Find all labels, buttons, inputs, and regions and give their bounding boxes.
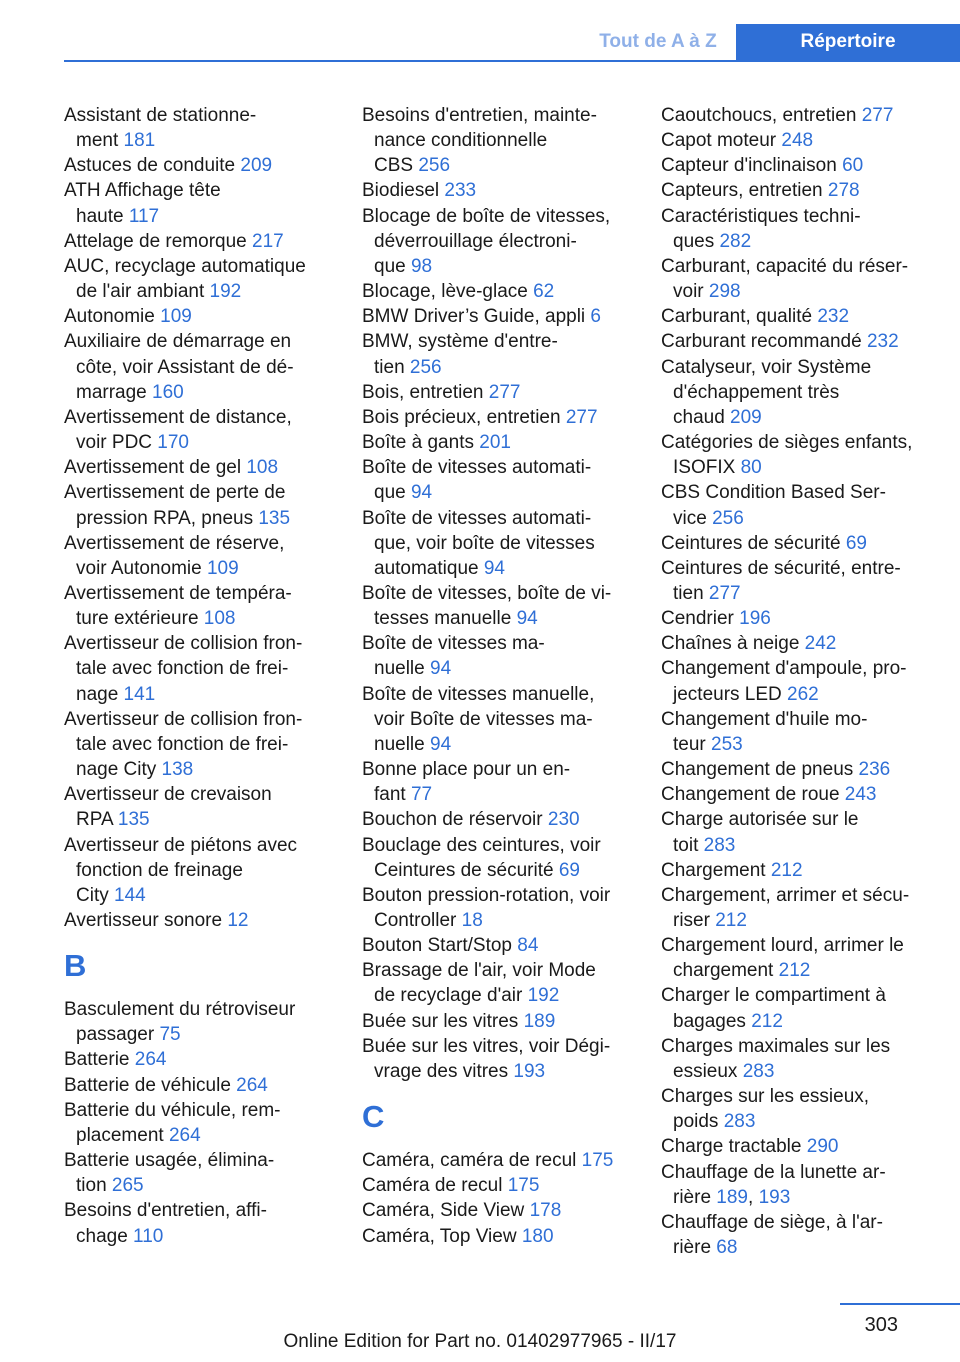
- index-entry: [661, 933, 941, 983]
- index-entry-text: Blocage de boîte de vitesses, déverrouillage électroni- que: [362, 205, 611, 277]
- index-entry-text: Changement d'ampoule, pro- jecteurs LED: [661, 658, 907, 705]
- index-entry-text: Carburant, qualité: [661, 306, 818, 328]
- index-entry-text: Capteur d'inclinaison: [661, 155, 843, 177]
- index-entry: [661, 128, 941, 153]
- index-entry: [661, 304, 941, 329]
- footer-rule: [840, 1303, 960, 1305]
- page-reference-link[interactable]: 110: [133, 1225, 164, 1247]
- page-reference-link[interactable]: 192: [527, 985, 560, 1007]
- index-entry-text: Chargement lourd, arrimer le chargement: [661, 935, 904, 982]
- index-entry: [661, 480, 941, 530]
- index-entry: [362, 1224, 634, 1249]
- page-reference-link[interactable]: 232: [866, 331, 899, 353]
- tab-tout-de-a-a-z[interactable]: Tout de A à Z: [599, 31, 717, 52]
- index-entry: [661, 883, 941, 933]
- page-reference-link[interactable]: 175: [507, 1175, 540, 1197]
- index-entry-text: Batterie du véhicule, rem- placement: [64, 1099, 281, 1146]
- page-reference-link[interactable]: 138: [161, 759, 194, 781]
- index-entry: [64, 103, 334, 153]
- page-reference-link[interactable]: 108: [246, 457, 279, 479]
- index-entry: [362, 1148, 634, 1173]
- index-entry-text: Charge tractable: [661, 1136, 807, 1158]
- page-reference-link[interactable]: 256: [409, 356, 442, 378]
- index-entry: [64, 153, 334, 178]
- index-entry: [64, 405, 334, 455]
- index-entry-text: ATH Affichage tête haute: [64, 180, 221, 227]
- index-column-2: [362, 103, 634, 1249]
- index-column-1: [64, 103, 334, 1249]
- index-entry-text: Avertissement de distance, voir PDC: [64, 406, 292, 454]
- index-entry-text: Chauffage de la lunette ar- rière: [661, 1161, 886, 1208]
- index-entry-text: Bouclage des ceintures, voir Ceintures de sécurité: [362, 834, 601, 881]
- index-entry-text: Catégories de sièges enfants, ISOFIX: [661, 432, 913, 479]
- index-entry-text: AUC, recyclage automatique de l'air ambiant: [64, 255, 306, 303]
- index-entry-text: Blocage, lève-glace: [362, 281, 534, 303]
- page-reference-link[interactable]: 180: [521, 1225, 554, 1247]
- page-reference-link[interactable]: 62: [533, 281, 555, 303]
- page-reference-link[interactable]: 160: [152, 381, 184, 403]
- index-entry: [661, 153, 941, 178]
- index-entry-text: Autonomie: [64, 306, 161, 328]
- index-entry: [362, 1009, 634, 1034]
- page-reference-link[interactable]: 265: [111, 1175, 144, 1197]
- index-entry: [661, 204, 941, 254]
- index-entry-text: Avertisseur de collision fron- tale avec fonction de frei- nage: [64, 633, 303, 705]
- index-entry-text: Besoins d'entretien, mainte- nance conditionnelle CBS: [362, 105, 597, 177]
- page-reference-link[interactable]: 256: [418, 155, 451, 177]
- index-entry-text: Boîte de vitesses manuelle, voir Boîte de vitesses ma- nuelle: [362, 683, 595, 755]
- index-entry: [64, 1047, 334, 1072]
- index-entry-text: CBS Condition Based Ser- vice: [661, 482, 886, 529]
- index-entry: [362, 455, 634, 505]
- page-reference-link[interactable]: 94: [516, 608, 538, 630]
- index-entry: [362, 279, 634, 304]
- index-entry-text: Caoutchoucs, entretien: [661, 105, 862, 126]
- page-reference-link[interactable]: 141: [123, 683, 156, 705]
- index-entry-text: Auxiliaire de démarrage en côte, voir Assistant de dé- marrage: [64, 331, 294, 403]
- page-reference-link[interactable]: 230: [547, 809, 580, 831]
- page-reference-link[interactable]: 98: [410, 255, 433, 277]
- page-reference-link[interactable]: 60: [842, 155, 864, 177]
- index-entry-text: Avertissement de réserve, voir Autonomie: [64, 532, 285, 579]
- index-entry-text: Attelage de remorque: [64, 230, 253, 252]
- page-reference-link[interactable]: 178: [529, 1200, 562, 1222]
- section-letter: C: [362, 1099, 385, 1135]
- index-entry: [661, 355, 941, 430]
- page-reference-link[interactable]: 298: [708, 281, 741, 303]
- index-entry-text: Ceintures de sécurité: [661, 532, 846, 554]
- index-entry: [362, 304, 634, 329]
- page-reference-link[interactable]: 6: [590, 306, 601, 328]
- index-entry-text: Bouton Start/Stop: [362, 935, 518, 957]
- index-entry: [362, 1034, 634, 1084]
- page-reference-link[interactable]: 277: [565, 406, 598, 428]
- page-reference-link[interactable]: 264: [134, 1049, 167, 1071]
- index-column-3: [661, 103, 941, 1260]
- index-entry: [64, 707, 334, 782]
- index-entry-text: Bouton pression-rotation, voir Controller: [362, 884, 611, 931]
- index-entry-text: Chaînes à neige: [661, 633, 805, 655]
- index-entry-text: Basculement du rétroviseur passager: [64, 999, 296, 1046]
- index-entry: [64, 1198, 334, 1248]
- index-entry: [362, 1198, 634, 1223]
- index-entry-text: Avertisseur sonore: [64, 910, 228, 931]
- index-entry: [362, 430, 634, 455]
- index-entry-text: Batterie de véhicule: [64, 1074, 237, 1096]
- index-entry-text: Boîte de vitesses automati- que, voir boîte de vitesses automatique: [362, 507, 595, 579]
- page-reference-link[interactable]: 243: [844, 784, 877, 806]
- page-number: 303: [864, 1314, 898, 1336]
- index-entry-text: Batterie: [64, 1049, 135, 1071]
- index-entry: [362, 204, 634, 279]
- index-entry: [661, 606, 941, 631]
- page-reference-link[interactable]: 69: [845, 532, 867, 554]
- page-reference-link[interactable]: 84: [517, 935, 539, 957]
- index-entry: [64, 997, 334, 1047]
- page-reference-link[interactable]: 212: [770, 859, 803, 881]
- page-reference-link[interactable]: 248: [781, 130, 814, 152]
- page-reference-link[interactable]: 181: [123, 130, 156, 152]
- index-entry: [64, 455, 334, 480]
- index-entry-text: Ceintures de sécurité, entre- tien: [661, 557, 901, 604]
- page-reference-link[interactable]: 209: [730, 406, 762, 428]
- page-reference-link[interactable]: 212: [751, 1010, 783, 1032]
- edition-footer: Online Edition for Part no. 01402977965 - II/17: [283, 1331, 677, 1352]
- index-entry-text: Biodiesel: [362, 180, 445, 202]
- index-entry: [362, 933, 634, 958]
- tab-repertoire[interactable]: Répertoire: [736, 24, 960, 62]
- page-reference-link[interactable]: 232: [817, 306, 850, 328]
- index-entry-text: BMW, système d'entre- tien: [362, 331, 558, 378]
- page-reference-link[interactable]: 283: [742, 1060, 775, 1082]
- page-reference-link[interactable]: 233: [444, 180, 477, 202]
- page-reference-link[interactable]: 290: [806, 1136, 839, 1158]
- index-entry: [362, 380, 634, 405]
- page-reference-link[interactable]: 18: [461, 910, 483, 931]
- index-entry-text: Caméra, caméra de recul: [362, 1150, 582, 1172]
- index-entry-text: Bouchon de réservoir: [362, 809, 548, 831]
- page-reference-link[interactable]: 196: [739, 608, 771, 630]
- page-reference-link[interactable]: 278: [827, 180, 860, 202]
- index-entry: [661, 178, 941, 203]
- index-entry-text: Buée sur les vitres: [362, 1010, 524, 1032]
- index-entry-text: Changement d'huile mo- teur: [661, 708, 868, 755]
- index-entry: [661, 556, 941, 606]
- page-reference-link[interactable]: 209: [240, 155, 273, 177]
- page-reference-link[interactable]: 189: [716, 1186, 748, 1208]
- index-entry: [64, 1073, 334, 1098]
- index-entry: [661, 782, 941, 807]
- page-reference-link[interactable]: 283: [703, 834, 736, 856]
- index-entry-text: Batterie usagée, élimina- tion: [64, 1150, 275, 1197]
- index-entry-text: Avertisseur de collision fron- tale avec fonction de frei- nage City: [64, 708, 303, 781]
- page-reference-link[interactable]: 108: [203, 608, 236, 630]
- index-entry: [362, 631, 634, 681]
- index-entry: [661, 807, 941, 857]
- index-entry: [362, 682, 634, 757]
- index-entry-text: Charges maximales sur les essieux: [661, 1035, 891, 1082]
- page-separator: ,: [748, 1186, 759, 1208]
- index-entry: [661, 656, 941, 706]
- index-entry: [362, 506, 634, 581]
- index-entry: [661, 103, 941, 128]
- index-entry: [661, 983, 941, 1033]
- page-reference-link[interactable]: 236: [858, 759, 891, 781]
- index-entry: [362, 581, 634, 631]
- index-entry: [64, 1148, 334, 1198]
- index-entry: [362, 329, 634, 379]
- index-entry: [64, 833, 334, 908]
- page-reference-link[interactable]: 175: [581, 1150, 614, 1172]
- page-reference-link[interactable]: 68: [716, 1237, 738, 1259]
- index-entry-text: Bois, entretien: [362, 381, 489, 403]
- header-rule: [64, 60, 960, 62]
- index-entry-text: Assistant de stationne- ment: [64, 105, 257, 152]
- page-reference-link[interactable]: 282: [719, 230, 752, 252]
- section-letter: B: [64, 948, 87, 984]
- page-reference-link[interactable]: 94: [430, 733, 452, 755]
- index-entry-text: Changement de roue: [661, 784, 845, 806]
- page-reference-link[interactable]: 94: [430, 658, 452, 680]
- index-entry-text: Chauffage de siège, à l'ar- rière: [661, 1211, 883, 1259]
- index-entry: [362, 1173, 634, 1198]
- index-entry: [64, 631, 334, 706]
- index-entry: [661, 1084, 941, 1134]
- page-reference-link[interactable]: 253: [711, 733, 743, 755]
- page-reference-link[interactable]: 212: [715, 910, 747, 931]
- index-entry-text: Boîte de vitesses automati- que: [362, 457, 592, 504]
- index-entry-text: Capteurs, entretien: [661, 180, 828, 202]
- index-entry: [661, 1160, 941, 1210]
- page-reference-link[interactable]: 117: [128, 205, 160, 227]
- page-reference-link[interactable]: 193: [513, 1060, 546, 1082]
- page-reference-link[interactable]: 109: [160, 306, 192, 328]
- index-entry-text: Carburant recommandé: [661, 331, 867, 353]
- index-entry: [661, 1210, 941, 1260]
- index-entry: [362, 178, 634, 203]
- page-reference-link[interactable]: 277: [861, 105, 894, 126]
- index-entry: [64, 581, 334, 631]
- index-entry-text: Catalyseur, voir Système d'échappement très chaud: [661, 356, 872, 428]
- index-entry-text: Bonne place pour un en- fant: [362, 759, 571, 806]
- index-entry-text: Charger le compartiment à bagages: [661, 985, 886, 1032]
- page-reference-link[interactable]: 201: [479, 432, 511, 454]
- page-reference-link[interactable]: 12: [227, 910, 249, 931]
- page-reference-link[interactable]: 189: [523, 1010, 556, 1032]
- index-entry-text: Buée sur les vitres, voir Dégi- vrage des vitres: [362, 1035, 611, 1082]
- index-entry-text: Caméra de recul: [362, 1175, 508, 1197]
- index-entry: [64, 480, 334, 530]
- index-entry: [661, 707, 941, 757]
- index-entry: [362, 757, 634, 807]
- index-entry-text: Charge autorisée sur le toit: [661, 809, 859, 856]
- page-reference-link[interactable]: 69: [558, 859, 580, 881]
- page-reference-link[interactable]: 75: [159, 1024, 181, 1046]
- page-reference-link[interactable]: 264: [236, 1074, 268, 1096]
- page-reference-link[interactable]: 80: [740, 457, 762, 479]
- index-entry-text: Avertissement de tempéra- ture extérieure: [64, 582, 292, 630]
- index-entry: [64, 304, 334, 329]
- index-entry-text: Chargement, arrimer et sécu- riser: [661, 884, 910, 931]
- page-reference-link[interactable]: 283: [723, 1111, 756, 1133]
- index-entry: [64, 1098, 334, 1148]
- index-entry: [64, 254, 334, 304]
- index-entry: [661, 430, 941, 480]
- index-entry: [661, 329, 941, 354]
- page-reference-link[interactable]: 242: [804, 633, 837, 655]
- index-entry-text: Carburant, capacité du réser- voir: [661, 255, 909, 303]
- index-entry: [362, 405, 634, 430]
- index-entry-text: Boîte à gants: [362, 432, 480, 454]
- page-reference-link[interactable]: 94: [410, 482, 433, 504]
- index-entry-text: Brassage de l'air, voir Mode de recyclage d'air: [362, 960, 596, 1007]
- index-entry-text: Besoins d'entretien, affi- chage: [64, 1200, 267, 1247]
- page-reference-link[interactable]: 264: [168, 1124, 201, 1146]
- page-reference-link[interactable]: 170: [157, 432, 189, 454]
- index-entry: [661, 1034, 941, 1084]
- page-reference-link[interactable]: 109: [206, 557, 239, 579]
- index-entry: [362, 833, 634, 883]
- index-entry-text: Caractéristiques techni- ques: [661, 205, 861, 252]
- page-reference-link[interactable]: 256: [712, 507, 744, 529]
- index-entry-text: Caméra, Top View: [362, 1225, 522, 1247]
- index-entry: [661, 254, 941, 304]
- index-entry: [362, 883, 634, 933]
- index-entry: [64, 329, 334, 404]
- page-reference-link[interactable]: 135: [258, 507, 291, 529]
- index-entry: [661, 1134, 941, 1159]
- index-entry-text: Chargement: [661, 859, 771, 881]
- page-reference-link[interactable]: 262: [787, 683, 819, 705]
- index-entry: [64, 229, 334, 254]
- page-reference-link[interactable]: 192: [209, 281, 242, 303]
- index-entry: [64, 908, 334, 933]
- index-entry: [661, 858, 941, 883]
- page-reference-link[interactable]: 217: [252, 230, 284, 252]
- index-entry-text: Bois précieux, entretien: [362, 406, 566, 428]
- index-entry: [64, 531, 334, 581]
- index-entry-text: Cendrier: [661, 608, 740, 630]
- index-entry: [661, 757, 941, 782]
- index-entry-text: Charges sur les essieux, poids: [661, 1086, 870, 1133]
- page-reference-link[interactable]: 277: [708, 582, 741, 604]
- index-entry: [661, 631, 941, 656]
- index-entry-text: Avertissement de gel: [64, 457, 247, 479]
- page-reference-link[interactable]: 277: [488, 381, 521, 403]
- index-entry: [362, 103, 634, 178]
- index-entry-text: Changement de pneus: [661, 759, 859, 781]
- index-entry: [661, 531, 941, 556]
- index-entry-text: BMW Driver’s Guide, appli: [362, 306, 591, 328]
- page-reference-link[interactable]: 135: [117, 809, 150, 831]
- index-entry-text: Avertisseur de piétons avec fonction de freinage City: [64, 834, 298, 906]
- index-entry-text: Avertisseur de crevaison RPA: [64, 784, 272, 831]
- index-entry-text: Astuces de conduite: [64, 155, 241, 177]
- page-reference-link[interactable]: 94: [483, 557, 505, 579]
- index-entry-text: Boîte de vitesses ma- nuelle: [362, 633, 545, 680]
- index-entry-text: Capot moteur: [661, 130, 782, 152]
- index-entry: [362, 807, 634, 832]
- index-entry: [64, 782, 334, 832]
- index-entry-text: Avertissement de perte de pression RPA, pneus: [64, 482, 286, 529]
- index-entry-text: Boîte de vitesses, boîte de vi- tesses manuelle: [362, 582, 612, 630]
- index-entry: [362, 958, 634, 1008]
- page-reference-link[interactable]: 144: [114, 884, 146, 906]
- index-entry-text: Caméra, Side View: [362, 1200, 530, 1222]
- page-reference-link[interactable]: 77: [410, 784, 433, 806]
- page-reference-link[interactable]: 212: [778, 960, 811, 982]
- index-entry: [64, 178, 334, 228]
- page-reference-link[interactable]: 193: [758, 1186, 791, 1208]
